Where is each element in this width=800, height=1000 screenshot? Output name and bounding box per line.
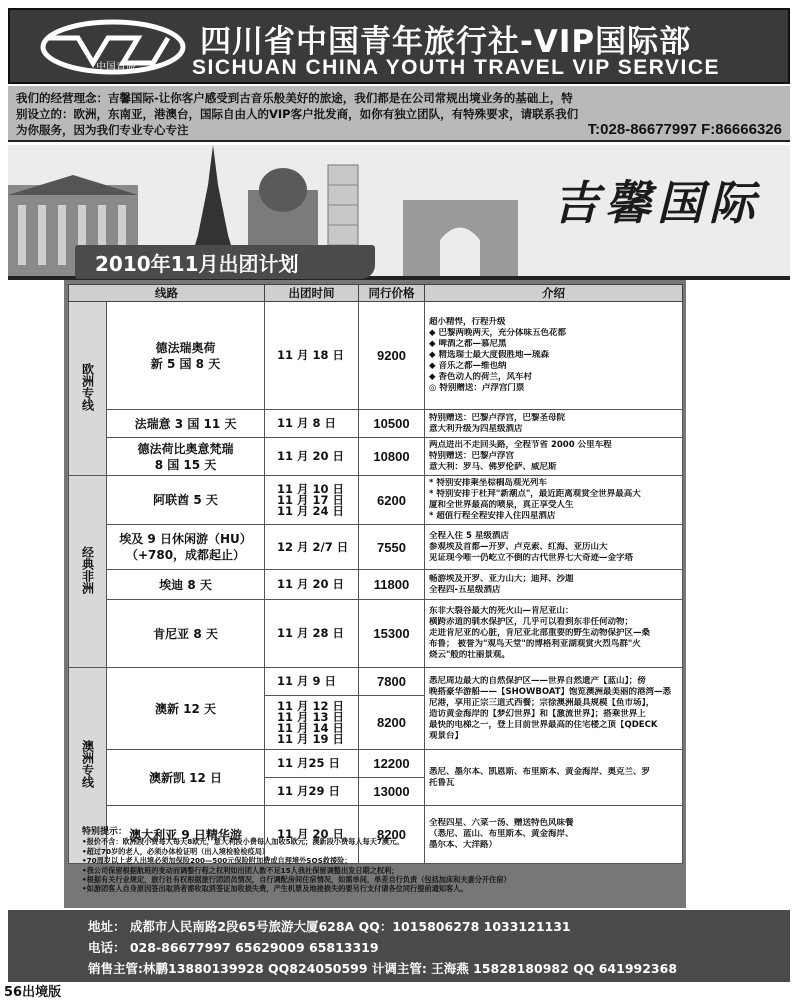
table-row xyxy=(69,410,683,438)
price: 8200 xyxy=(359,806,425,864)
departure-dates: 11 月 18 日 xyxy=(265,302,359,410)
departure-dates: 11 月 20 日 xyxy=(265,806,359,864)
table-row xyxy=(69,438,683,476)
departure-dates: 11 月 28 日 xyxy=(265,600,359,668)
route-name: 埃迪 8 天 xyxy=(107,570,265,600)
column-header: 介绍 xyxy=(425,285,683,302)
route-name: 德法瑞奥荷 新 5 国 8 天 xyxy=(107,302,265,410)
note-item: •我公司保留根据航班的变动而调整行程之权利如出团人数不足15人我社保留调整出发日期之权利； xyxy=(82,865,399,875)
departure-dates: 11 月 10 日 11 月 17 日 11 月 24 日 xyxy=(265,476,359,525)
departure-dates: 11 月 8 日 xyxy=(265,410,359,438)
philosophy-line: 为你服务，因为我们专业专心专注 xyxy=(16,123,189,137)
tour-table-panel xyxy=(64,280,686,908)
column-header: 同行价格 xyxy=(359,285,425,302)
edition-label: 56出境版 xyxy=(4,985,62,1000)
route-name: 阿联酋 5 天 xyxy=(107,476,265,525)
description: 两点进出不走回头路，全程节省 2000 公里车程 特别赠送：巴黎卢浮宫 意大利：罗马、佛罗伦萨、威尼斯 xyxy=(425,438,683,476)
price: 7800 xyxy=(359,668,425,696)
table-row xyxy=(69,668,683,696)
route-name: 澳大利亚 9 日精华游 xyxy=(107,806,265,864)
plan-title: 2010年11月出团计划 xyxy=(75,245,375,279)
price: 7550 xyxy=(359,525,425,570)
column-header: 出团时间 xyxy=(265,285,359,302)
column-header: 线路 xyxy=(69,285,265,302)
contact-bar xyxy=(8,910,790,982)
note-item: •超过70岁的老人，必须办体检证明（出入境检验检疫局） xyxy=(82,846,270,856)
price: 10800 xyxy=(359,438,425,476)
departure-dates: 11 月29 日 xyxy=(265,778,359,806)
description: 全程四星、六菜一汤、赠送特色风味餐 （悉尼、蓝山、布里斯本、黄金海岸、 墨尔本、大洋路） xyxy=(425,806,683,864)
philosophy-strip xyxy=(8,86,790,142)
notes-title: 特别提示： xyxy=(82,827,128,837)
table-row xyxy=(69,750,683,778)
note-item: •如游团客人自身原因签出取消者需收取消签证加收损失费，产生机票及地接损失的要另行支付请各位同行提前通知客人。 xyxy=(82,884,468,894)
departure-dates: 12 月 2/7 日 xyxy=(265,525,359,570)
price: 15300 xyxy=(359,600,425,668)
note-item: •70周岁以上老人出境必须加保险200—500元保险附加费或自理境外SOS救援险； xyxy=(82,856,352,866)
price: 8200 xyxy=(359,696,425,750)
page-subtitle: SICHUAN CHINA YOUTH TRAVEL VIP SERVICE xyxy=(192,56,721,79)
price: 13000 xyxy=(359,778,425,806)
route-name: 埃及 9 日休闲游（HU） （+780，成都起止） xyxy=(107,525,265,570)
price: 6200 xyxy=(359,476,425,525)
route-name: 法瑞意 3 国 11 天 xyxy=(107,410,265,438)
region-label: 欧洲专线 xyxy=(69,302,107,476)
table-row xyxy=(69,302,683,410)
route-name: 澳新凯 12 日 xyxy=(107,750,265,806)
logo-text: 中国青旅 xyxy=(96,62,136,73)
region-label: 澳洲专线 xyxy=(69,668,107,864)
price: 10500 xyxy=(359,410,425,438)
page-title: 四川省中国青年旅行社-VIP国际部 xyxy=(200,24,692,60)
description: 全程入住 5 星级酒店 参观埃及首都—开罗、卢克索、红海、亚历山大 见证现今唯一仍屹立不倒的古代世界七大奇迹—金字塔 xyxy=(425,525,683,570)
description: 畅游埃及开罗、亚力山大；迪拜、沙迦 全程四-五星级酒店 xyxy=(425,570,683,600)
address: 地址： 成都市人民南路2段65号旅游大厦628A QQ：1015806278 1033121131 xyxy=(88,919,571,934)
telephone: 电话： 028-86677997 65629009 65813319 xyxy=(88,940,379,955)
departure-dates: 11 月 9 日 xyxy=(265,668,359,696)
description: * 特别安排乘坐棕榈岛观光列车 * 特别安排于杜拜"新潮点"，最近距离观赏全世界最高大 厦和全世界最高的喷泉，真正享受人生 * 超值行程全程安排入住四星酒店 xyxy=(425,476,683,525)
price: 11800 xyxy=(359,570,425,600)
description: 东非大裂谷最大的死火山—肯尼亚山： 横跨赤道的驯水保护区，几乎可以看到东非任何动物； 走进肯尼亚的心脏，肯尼亚北部重要的野生动物保护区—桑 布鲁； 被誉为"观鸟天堂"的博格利亚湖观赏火烈鸟群"火 烧云"般的壮丽景观。 xyxy=(425,600,683,668)
description: 超小精悍，行程升级 ◆ 巴黎两晚两天，充分体味五色花都 ◆ 啤酒之都—慕尼黑 ◆ 精选瑞士最大度假胜地—琉森 ◆ 音乐之都—维也纳 ◆ 香色动人的荷兰，风车村 ◎ 特别赠送：卢浮宫门票 xyxy=(425,302,683,410)
departure-dates: 11 月25 日 xyxy=(265,750,359,778)
note-item: •报价不含：欧洲段小费每人每天8欧元，意大利段小费每人加收5欧元；澳新段小费每人每天7澳元。 xyxy=(82,837,404,847)
table-row xyxy=(69,570,683,600)
departure-dates: 11 月 20 日 xyxy=(265,570,359,600)
description: 悉尼、墨尔本、凯恩斯、布里斯本、黄金海岸、奥克兰、罗 托鲁瓦 xyxy=(425,750,683,806)
header-bar xyxy=(8,8,790,84)
special-notes xyxy=(82,828,742,894)
note-item: •根据有关行业规定，旅行社有权根据旅行团团员情况，自行调配房间住宿情况，如需单间，单差自行负责（包括加床和夫妻分开住宿） xyxy=(82,875,511,885)
table-row xyxy=(69,600,683,668)
table-row xyxy=(69,525,683,570)
region-label: 经典非洲 xyxy=(69,476,107,668)
phone-fax: T:028-86677997 F:86666326 xyxy=(587,122,782,138)
sales-contacts: 销售主管:林鹏13880139928 QQ824050599 计调主管: 王海燕 15828180982 QQ 641992368 xyxy=(88,961,678,976)
philosophy-line: 我们的经营理念：吉馨国际-让你客户感受到古音乐般美好的旅途，我们都是在公司常规出境业务的基础上，特 xyxy=(16,91,573,105)
route-name: 澳新 12 天 xyxy=(107,668,265,750)
route-name: 肯尼亚 8 天 xyxy=(107,600,265,668)
price: 9200 xyxy=(359,302,425,410)
description: 特别赠送：巴黎卢浮宫，巴黎圣母院 意大利升级为四星级酒店 xyxy=(425,410,683,438)
route-name: 德法荷比奥意梵瑞 8 国 15 天 xyxy=(107,438,265,476)
tour-table xyxy=(68,284,683,864)
cyts-logo xyxy=(38,18,188,76)
description: 悉尼周边最大的自然保护区——世界自然遗产【蓝山】；傍 晚搭豪华游船——【SHOWBOAT】饱览澳洲最美丽的港湾—悉 尼港，享用正宗三道式西餐；宗徐澳洲最具规模【鱼市场】， 造访黄金海岸的【梦幻世界】和【激流世界】；搭乘世界上 最快的电梯之一，登上目前世界最高的住宅楼之顶【QDECK 观景台】 xyxy=(425,668,683,750)
footer xyxy=(8,828,790,978)
price: 12200 xyxy=(359,750,425,778)
departure-dates: 11 月 20 日 xyxy=(265,438,359,476)
departure-dates: 11 月 12 日 11 月 13 日 11 月 14 日 11 月 19 日 xyxy=(265,696,359,750)
philosophy-line: 别设立的：欧洲，东南亚，港澳台，国际自由人的VIP客户批发商，如你有独立团队，有特殊要求，请联系我们 xyxy=(16,107,579,121)
brand-slogan: 吉馨国际 xyxy=(553,176,761,230)
table-row xyxy=(69,476,683,525)
